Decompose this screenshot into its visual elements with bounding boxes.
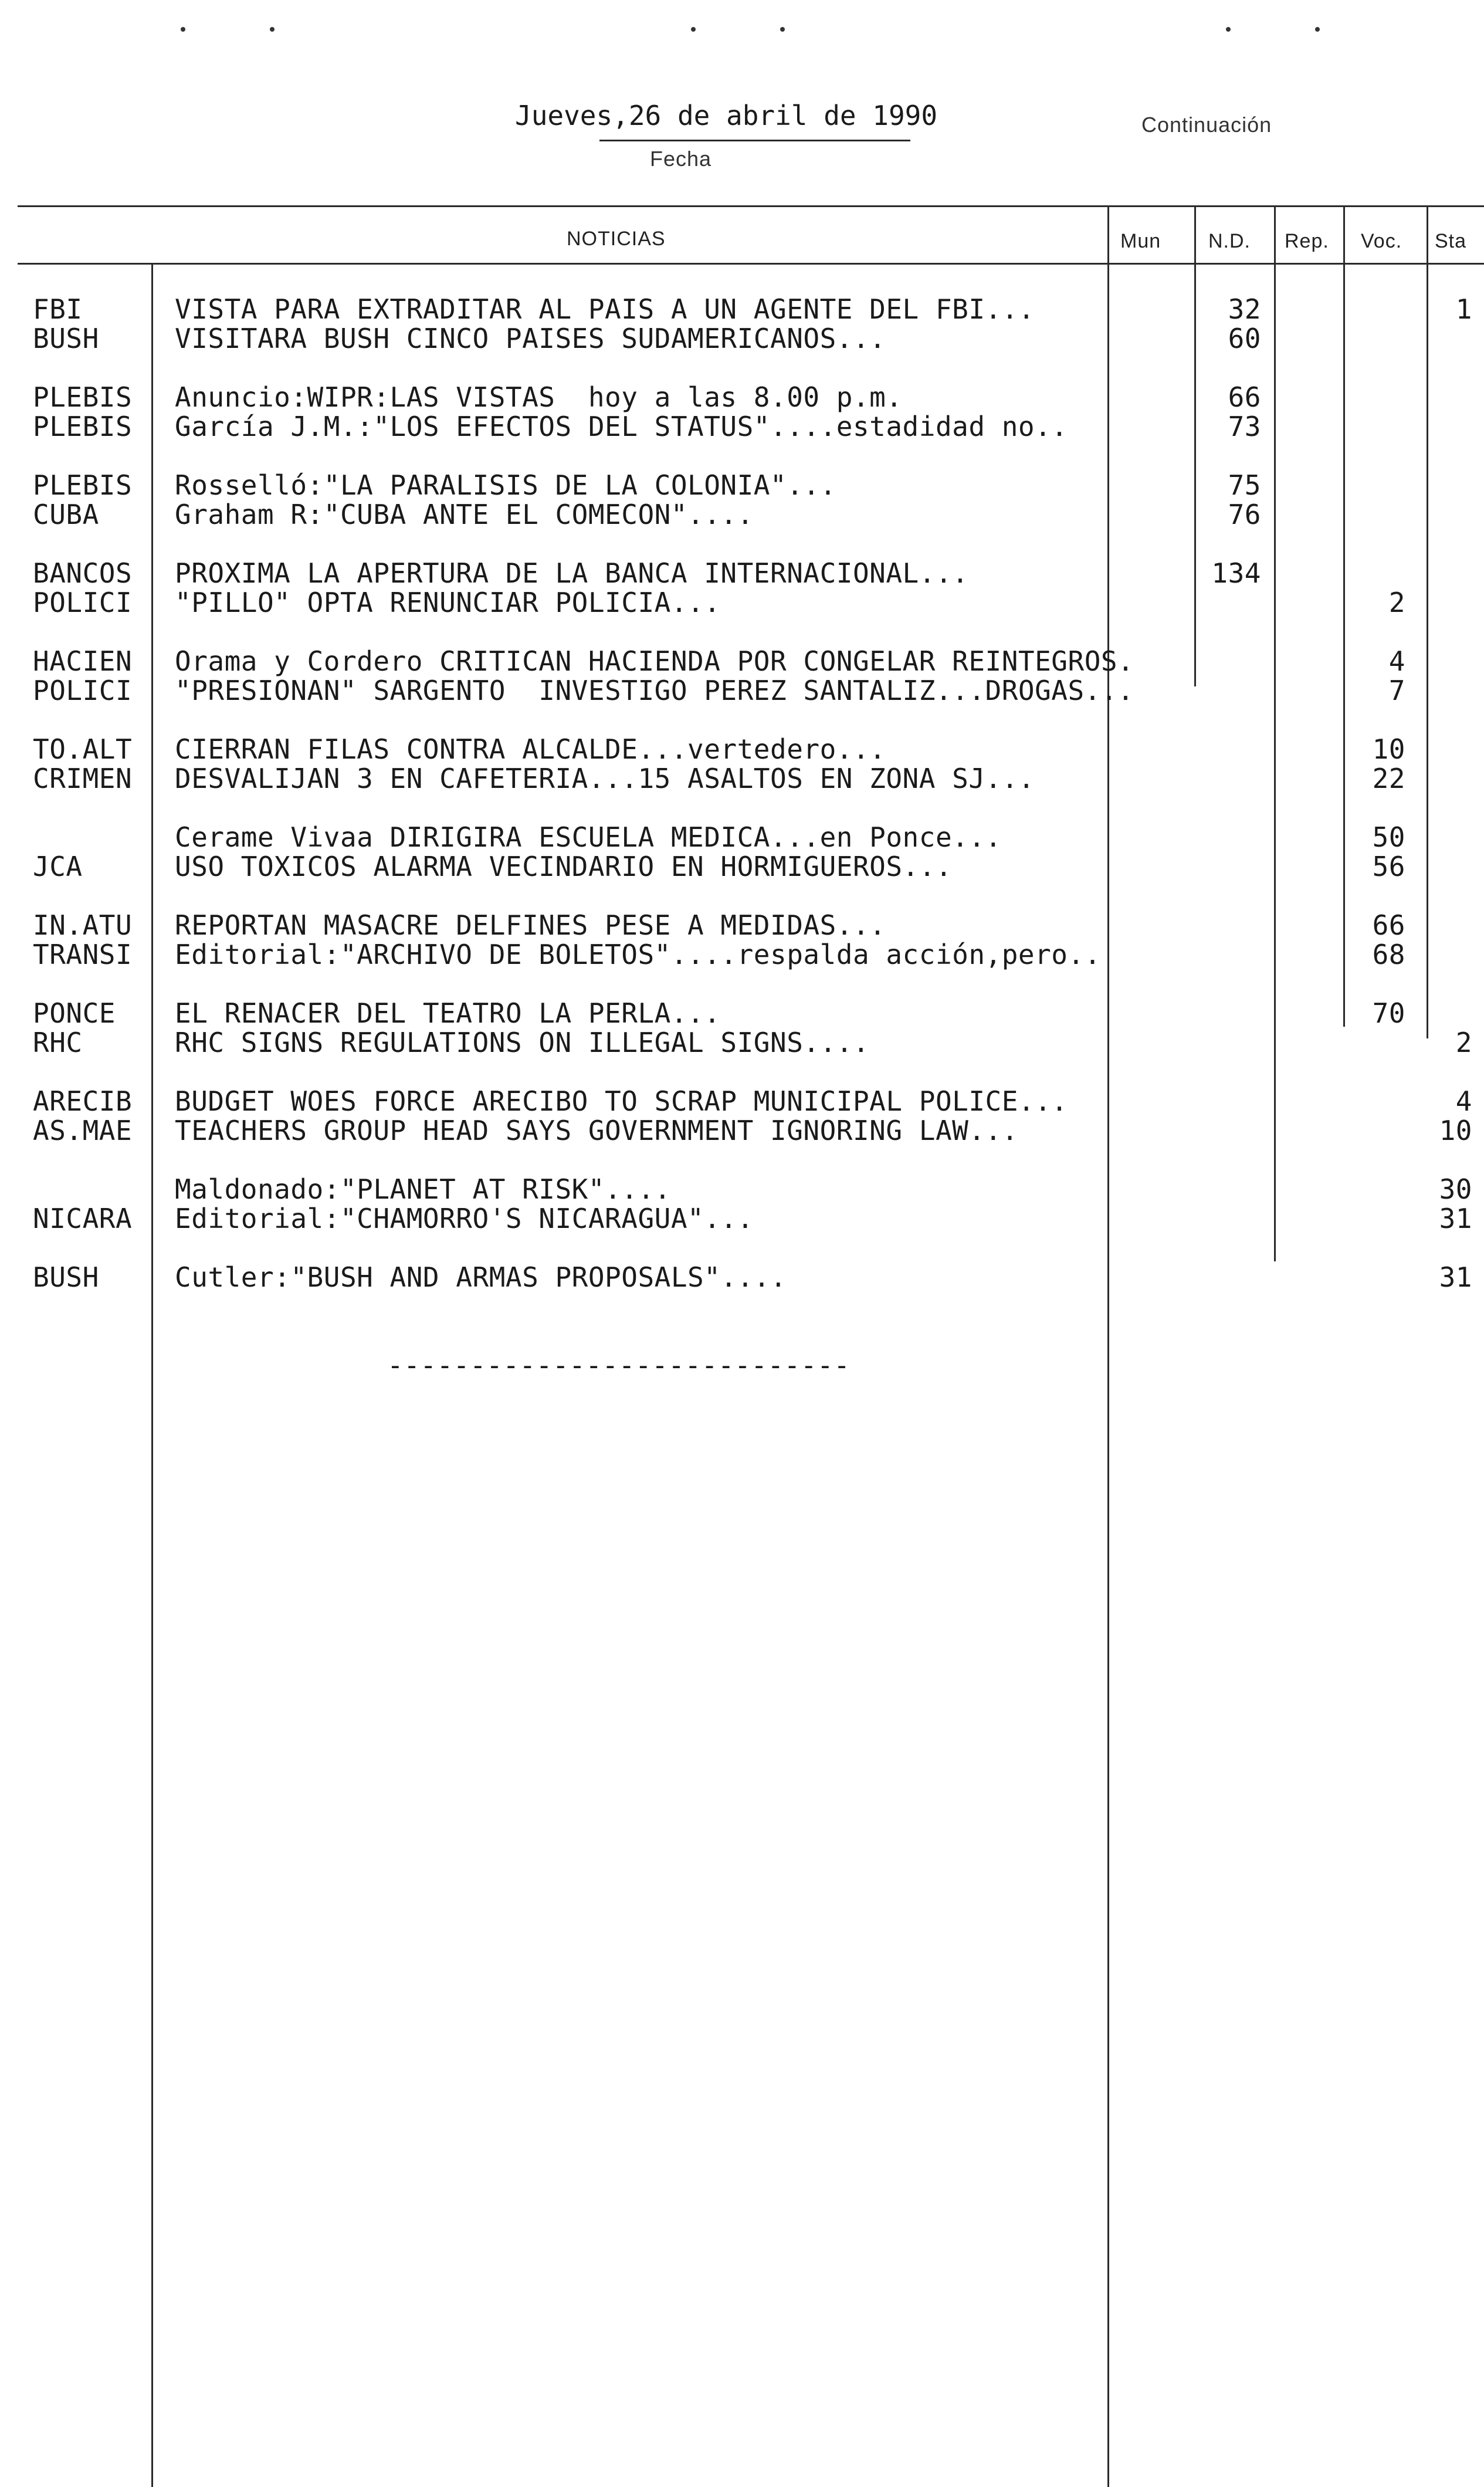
- row-tag: HACIEN: [33, 645, 133, 677]
- rep-column-header: Rep.: [1285, 230, 1329, 252]
- row-tag: CRIMEN: [33, 763, 133, 794]
- row-tag: BUSH: [33, 323, 99, 354]
- row-tag: IN.ATU: [33, 909, 133, 941]
- row-title: EL RENACER DEL TEATRO LA PERLA...: [175, 997, 721, 1029]
- row-tag: POLICI: [33, 675, 133, 706]
- row-nd-page: 32: [1228, 293, 1261, 325]
- row-tag: PONCE: [33, 997, 116, 1029]
- row-title: BUDGET WOES FORCE ARECIBO TO SCRAP MUNICIPAL POLICE...: [175, 1085, 1068, 1117]
- row-title: Cerame Vivaa DIRIGIRA ESCUELA MEDICA...en Ponce...: [175, 821, 1002, 853]
- date-label: Fecha: [650, 147, 712, 171]
- tag-column-divider: [151, 263, 153, 2487]
- voc-column-divider: [1343, 205, 1345, 1027]
- row-star-page: 2: [1455, 1027, 1472, 1058]
- row-title: VISITARA BUSH CINCO PAISES SUDAMERICANOS...: [175, 323, 886, 354]
- document-date: Jueves,26 de abril de 1990: [515, 100, 938, 131]
- row-nd-page: 76: [1228, 499, 1261, 530]
- row-title: RHC SIGNS REGULATIONS ON ILLEGAL SIGNS....: [175, 1027, 870, 1058]
- row-voc-page: 70: [1372, 997, 1405, 1029]
- binder-mark: [1226, 27, 1231, 32]
- row-tag: BUSH: [33, 1261, 99, 1293]
- row-title: REPORTAN MASACRE DELFINES PESE A MEDIDAS...: [175, 909, 886, 941]
- rep-column-divider: [1274, 205, 1276, 1261]
- row-title: "PILLO" OPTA RENUNCIAR POLICIA...: [175, 587, 721, 618]
- nd-column-header: N.D.: [1208, 230, 1251, 252]
- row-tag: PLEBIS: [33, 381, 133, 413]
- star-column-divider: [1427, 205, 1428, 1038]
- row-voc-page: 4: [1388, 645, 1405, 677]
- noticias-column-header: NOTICIAS: [567, 228, 666, 250]
- row-title: TEACHERS GROUP HEAD SAYS GOVERNMENT IGNORING LAW...: [175, 1115, 1018, 1146]
- row-star-page: 30: [1439, 1173, 1472, 1205]
- binder-mark: [780, 27, 785, 32]
- voc-column-header: Voc.: [1361, 230, 1402, 252]
- row-tag: BANCOS: [33, 557, 133, 589]
- row-star-page: 1: [1455, 293, 1472, 325]
- row-tag: ARECIB: [33, 1085, 133, 1117]
- row-voc-page: 2: [1388, 587, 1405, 618]
- row-nd-page: 75: [1228, 469, 1261, 501]
- row-tag: CUBA: [33, 499, 99, 530]
- mun-column-header: Mun: [1120, 230, 1161, 252]
- row-nd-page: 134: [1211, 557, 1261, 589]
- row-voc-page: 7: [1388, 675, 1405, 706]
- row-title: DESVALIJAN 3 EN CAFETERIA...15 ASALTOS EN ZONA SJ...: [175, 763, 1035, 794]
- mun-column-divider: [1107, 205, 1109, 2487]
- row-tag: NICARA: [33, 1203, 133, 1234]
- row-tag: TO.ALT: [33, 733, 133, 765]
- row-voc-page: 50: [1372, 821, 1405, 853]
- row-tag: PLEBIS: [33, 469, 133, 501]
- binder-mark: [181, 27, 185, 32]
- table-top-rule: [18, 205, 1484, 207]
- row-tag: JCA: [33, 851, 83, 882]
- row-voc-page: 22: [1372, 763, 1405, 794]
- row-title: Rosselló:"LA PARALISIS DE LA COLONIA"...: [175, 469, 836, 501]
- row-title: Editorial:"CHAMORRO'S NICARAGUA"...: [175, 1203, 754, 1234]
- row-tag: FBI: [33, 293, 83, 325]
- binder-mark: [691, 27, 696, 32]
- row-title: Cutler:"BUSH AND ARMAS PROPOSALS"....: [175, 1261, 787, 1293]
- row-tag: RHC: [33, 1027, 83, 1058]
- row-title: VISTA PARA EXTRADITAR AL PAIS A UN AGENTE DEL FBI...: [175, 293, 1035, 325]
- row-voc-page: 56: [1372, 851, 1405, 882]
- row-voc-page: 66: [1372, 909, 1405, 941]
- row-title: USO TOXICOS ALARMA VECINDARIO EN HORMIGUEROS...: [175, 851, 953, 882]
- row-voc-page: 68: [1372, 939, 1405, 970]
- row-tag: PLEBIS: [33, 411, 133, 442]
- star-column-header: Sta: [1435, 230, 1467, 252]
- row-tag: TRANSI: [33, 939, 133, 970]
- row-title: "PRESIONAN" SARGENTO INVESTIGO PEREZ SANTALIZ...DROGAS...: [175, 675, 1134, 706]
- row-star-page: 31: [1439, 1203, 1472, 1234]
- row-tag: AS.MAE: [33, 1115, 133, 1146]
- row-nd-page: 66: [1228, 381, 1261, 413]
- row-title: García J.M.:"LOS EFECTOS DEL STATUS"....estadidad no..: [175, 411, 1068, 442]
- row-nd-page: 73: [1228, 411, 1261, 442]
- row-title: PROXIMA LA APERTURA DE LA BANCA INTERNACIONAL...: [175, 557, 969, 589]
- row-star-page: 4: [1455, 1085, 1472, 1117]
- row-star-page: 31: [1439, 1261, 1472, 1293]
- row-tag: POLICI: [33, 587, 133, 618]
- row-title: CIERRAN FILAS CONTRA ALCALDE...vertedero...: [175, 733, 886, 765]
- row-title: Editorial:"ARCHIVO DE BOLETOS"....respalda acción,pero..: [175, 939, 1101, 970]
- row-voc-page: 10: [1372, 733, 1405, 765]
- binder-mark: [1315, 27, 1320, 32]
- nd-column-divider: [1194, 205, 1196, 686]
- header-bottom-rule: [18, 263, 1484, 265]
- row-nd-page: 60: [1228, 323, 1261, 354]
- continuation-label: Continuación: [1141, 113, 1272, 137]
- date-underline: [599, 140, 910, 141]
- row-title: Anuncio:WIPR:LAS VISTAS hoy a las 8.00 p.m.: [175, 381, 903, 413]
- end-rule: ----------------------------: [387, 1349, 851, 1381]
- row-star-page: 10: [1439, 1115, 1472, 1146]
- binder-mark: [270, 27, 275, 32]
- row-title: Graham R:"CUBA ANTE EL COMECON"....: [175, 499, 754, 530]
- row-title: Orama y Cordero CRITICAN HACIENDA POR CONGELAR REINTEGROS.: [175, 645, 1134, 677]
- row-title: Maldonado:"PLANET AT RISK"....: [175, 1173, 671, 1205]
